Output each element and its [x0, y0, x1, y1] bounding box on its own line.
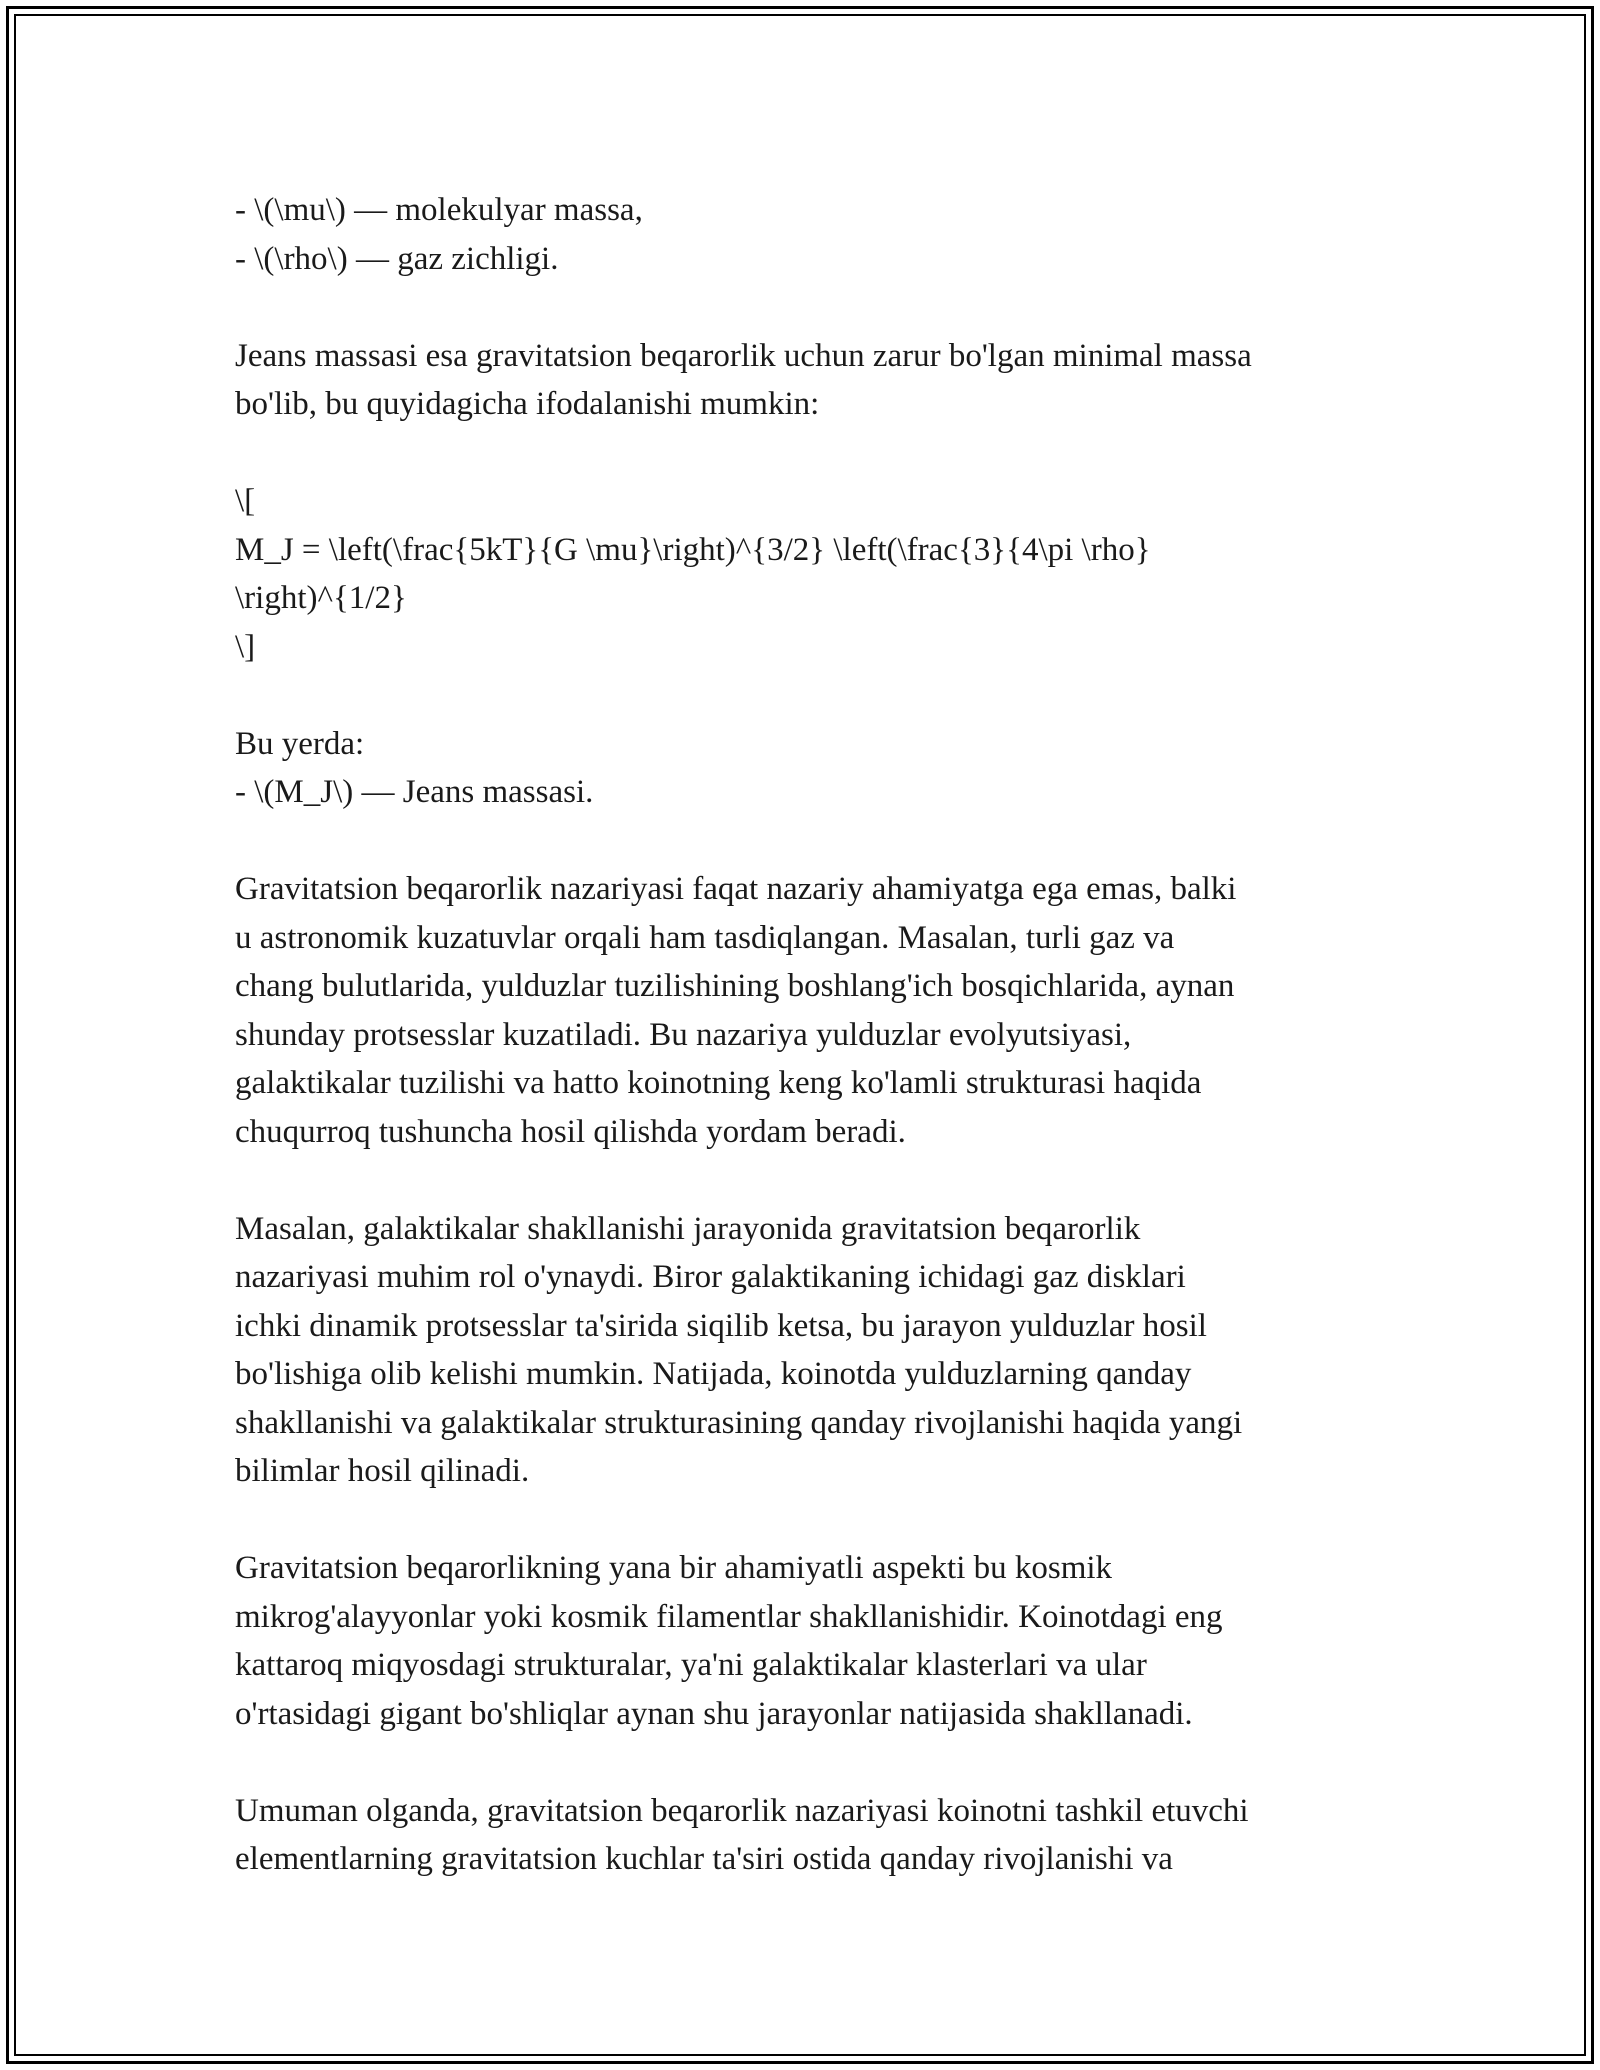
text-line: chang bulutlarida, yulduzlar tuzilishining boshlang'ich bosqichlarida, aynan [235, 968, 1235, 1004]
text-line: Gravitatsion beqarorlikning yana bir ahamiyatli aspekti bu kosmik [235, 1550, 1113, 1586]
text-line: galaktikalar tuzilishi va hatto koinotning keng ko'lamli strukturasi haqida [235, 1065, 1202, 1101]
text-line: shakllanishi va galaktikalar strukturasining qanday rivojlanishi haqida yangi [235, 1404, 1243, 1441]
paragraph-jeans-mass-formula [235, 477, 1395, 671]
text-line: mikrog'alayyonlar yoki kosmik filamentlar shakllanishidir. Koinotdagi eng [235, 1598, 1223, 1635]
text-line: o'rtasidagi gigant bo'shliqlar aynan shu jarayonlar natijasida shakllanadi. [235, 1695, 1193, 1732]
paragraph-galaxy-formation [235, 1205, 1395, 1496]
text-line: - \(M_J\) — Jeans massasi. [235, 774, 594, 810]
text-line: u astronomik kuzatuvlar orqali ham tasdiqlangan. Masalan, turli gaz va [235, 919, 1175, 956]
text-line: Umuman olganda, gravitatsion beqarorlik nazariyasi koinotni tashkil etuvchi [235, 1792, 1249, 1829]
paragraph-cosmic-filaments [235, 1544, 1395, 1738]
text-line: nazariyasi muhim rol o'ynaydi. Biror galaktikaning ichidagi gaz disklari [235, 1259, 1186, 1295]
text-line: Masalan, galaktikalar shakllanishi jarayonida gravitatsion beqarorlik [235, 1210, 1141, 1247]
text-line: - \(\mu\) — molekulyar massa, [235, 192, 643, 228]
text-line: - \(\rho\) — gaz zichligi. [235, 240, 559, 277]
text-line: \] [235, 628, 256, 665]
text-line: bilimlar hosil qilinadi. [235, 1453, 530, 1489]
paragraph-conclusion [235, 1787, 1395, 1884]
text-line: Jeans massasi esa gravitatsion beqarorlik uchun zarur bo'lgan minimal massa [235, 337, 1252, 374]
paragraph-observations [235, 865, 1395, 1156]
text-line: kattaroq miqyosdagi strukturalar, ya'ni galaktikalar klasterlari va ular [235, 1647, 1147, 1683]
paragraph-jeans-mass-intro [235, 332, 1395, 429]
text-line: Gravitatsion beqarorlik nazariyasi faqat nazariy ahamiyatga ega emas, balki [235, 871, 1237, 907]
text-line: elementlarning gravitatsion kuchlar ta'siri ostida qanday rivojlanishi va [235, 1841, 1173, 1877]
document-body [235, 186, 1395, 1932]
text-line: shunday protsesslar kuzatiladi. Bu nazariya yulduzlar evolyutsiyasi, [235, 1016, 1132, 1053]
paragraph-where [235, 720, 1395, 817]
text-line: chuqurroq tushuncha hosil qilishda yordam beradi. [235, 1113, 906, 1150]
text-line: Bu yerda: [235, 725, 365, 762]
paragraph-variable-definitions [235, 186, 1395, 283]
text-line: \[ [235, 483, 256, 519]
text-line: ichki dinamik protsesslar ta'sirida siqilib ketsa, bu jarayon yulduzlar hosil [235, 1307, 1207, 1344]
text-line: bo'lishiga olib kelishi mumkin. Natijada, koinotda yulduzlarning qanday [235, 1356, 1192, 1392]
text-line: M_J = \left(\frac{5kT}{G \mu}\right)^{3/2} \left(\frac{3}{4\pi \rho} [235, 531, 1151, 568]
text-line: \right)^{1/2} [235, 580, 407, 616]
text-line: bo'lib, bu quyidagicha ifodalanishi mumkin: [235, 386, 820, 422]
